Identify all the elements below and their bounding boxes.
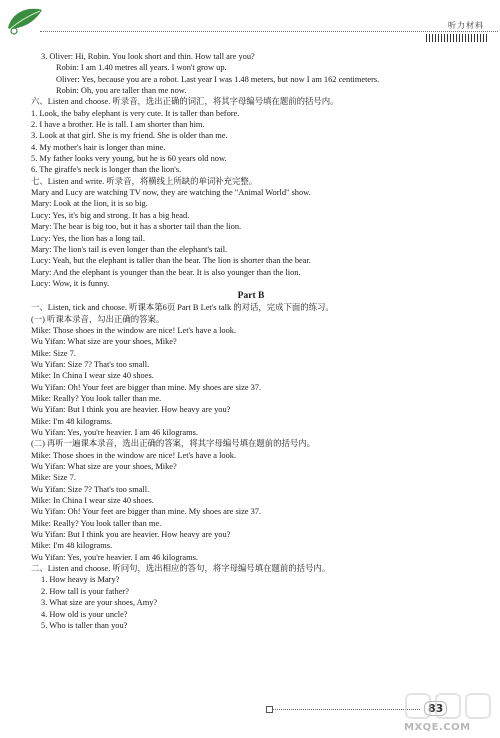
text-line: Wu Yifan: Oh! Your feet are bigger than mine. My shoes are size 37. [31,507,262,517]
watermark-text: MXQE.COM [404,722,471,733]
page-header [0,0,500,42]
text-line: Mike: I'm 48 kilograms. [31,541,113,551]
text-line: Mike: Size 7. [31,473,76,483]
header-divider [40,31,498,32]
text-line: (一) 听课本录音，勾出正确的答案。 [31,314,165,324]
text-line: Mike: Those shoes in the window are nice! Let's have a look. [31,325,237,335]
text-line: Wu Yifan: But I think you are heavier. How heavy are you? [31,405,231,415]
text-line: Wu Yifan: What size are your shoes, Mike? [31,462,177,472]
text-line: Mike: I'm 48 kilograms. [31,416,113,426]
text-line: 5. My father looks very young, but he is 60 years old now. [31,154,227,164]
text-line: 二、Listen and choose. 听问句，选出相应的答句，将字母编号填在题前的括号内。 [31,564,331,574]
page-body [31,51,471,631]
text-line: 3. Look at that girl. She is my friend. She is older than me. [31,131,228,141]
text-line: Robin: I am 1.40 metres all years. I won't grow up. [56,63,227,73]
header-title: 听力材料 [448,21,484,30]
text-line: Wu Yifan: But I think you are heavier. How heavy are you? [31,530,231,540]
text-line: 3. Oliver: Hi, Robin. You look short and thin. How tall are you? [41,52,255,61]
text-line: Oliver: Yes, because you are a robot. Last year I was 1.48 meters, but now I am 162 centimeters. [56,74,380,84]
page-number: 83 [424,701,447,716]
text-line: (二) 再听一遍课本录音，选出正确的答案，将其字母编号填在题前的括号内。 [31,439,316,449]
text-line: Mary: The lion's tail is even longer than the elephant's tail. [31,244,228,254]
text-line: 3. What size are your shoes, Amy? [41,598,158,608]
text-line: 2. I have a brother. He is tall. I am shorter than him. [31,120,205,130]
footer-divider [272,709,420,710]
text-line: 七、Listen and write. 听录音，将横线上所缺的单词补充完整。 [31,176,258,186]
text-line: 4. How old is your uncle? [41,609,128,619]
text-line: 5. Who is taller than you? [41,620,128,630]
text-line: Mike: Size 7. [31,348,76,358]
text-line: 1. How heavy is Mary? [41,575,120,585]
text-line: Wu Yifan: What size are your shoes, Mike? [31,337,177,347]
text-line: 六、Listen and choose. 听录音，选出正确的词汇，将其字母编号填在题前的括号内。 [31,97,339,107]
text-line: Mike: Really? You look taller than me. [31,518,162,528]
text-line: 2. How tall is your father? [41,586,129,596]
text-line: Robin: Oh, you are taller than me now. [56,86,187,96]
text-line: Wu Yifan: Yes, you're heavier. I am 46 kilograms. [31,428,198,437]
text-line: Mike: In China I wear size 40 shoes. [31,496,154,506]
text-line: Mike: Really? You look taller than me. [31,393,162,403]
section-heading: Part B [237,291,265,302]
text-line: Wu Yifan: Size 7? That's too small. [31,359,150,369]
text-line: Mary: And the elephant is younger than the bear. It is also younger than the lion. [31,267,301,277]
text-line: Wu Yifan: Yes, you're heavier. I am 46 kilograms. [31,552,198,562]
text-line: Mary: Look at the lion, it is so big. [31,199,148,209]
text-line: Lucy: Wow, it is funny. [31,278,110,288]
text-line: 4. My mother's hair is longer than mine. [31,142,166,152]
text-line: 6. The giraffe's neck is longer than the lion's. [31,165,182,175]
text-line: Mary: The bear is big too, but it has a shorter tail than the lion. [31,222,242,232]
text-line: Wu Yifan: Oh! Your feet are bigger than mine. My shoes are size 37. [31,382,262,392]
text-line: Mary and Lucy are watching TV now, they are watching the "Animal World" show. [31,188,311,198]
text-line: 一、Listen, tick and choose. 听课本第6页 Part B Let's talk 的对话，完成下面的练习。 [31,303,334,313]
text-line: Wu Yifan: Size 7? That's too small. [31,484,150,494]
text-line: Lucy: Yeah, but the elephant is taller than the bear. The lion is shorter than the bear. [31,256,311,266]
text-line: Lucy: Yes, the lion has a long tail. [31,233,145,243]
text-line: 1. Look, the baby elephant is very cute. It is taller than before. [31,108,240,118]
text-line: Lucy: Yes, it's big and strong. It has a big head. [31,210,190,220]
text-line: Mike: In China I wear size 40 shoes. [31,371,154,381]
header-barcode-decoration [426,34,488,42]
text-line: Mike: Those shoes in the window are nice! Let's have a look. [31,450,237,460]
